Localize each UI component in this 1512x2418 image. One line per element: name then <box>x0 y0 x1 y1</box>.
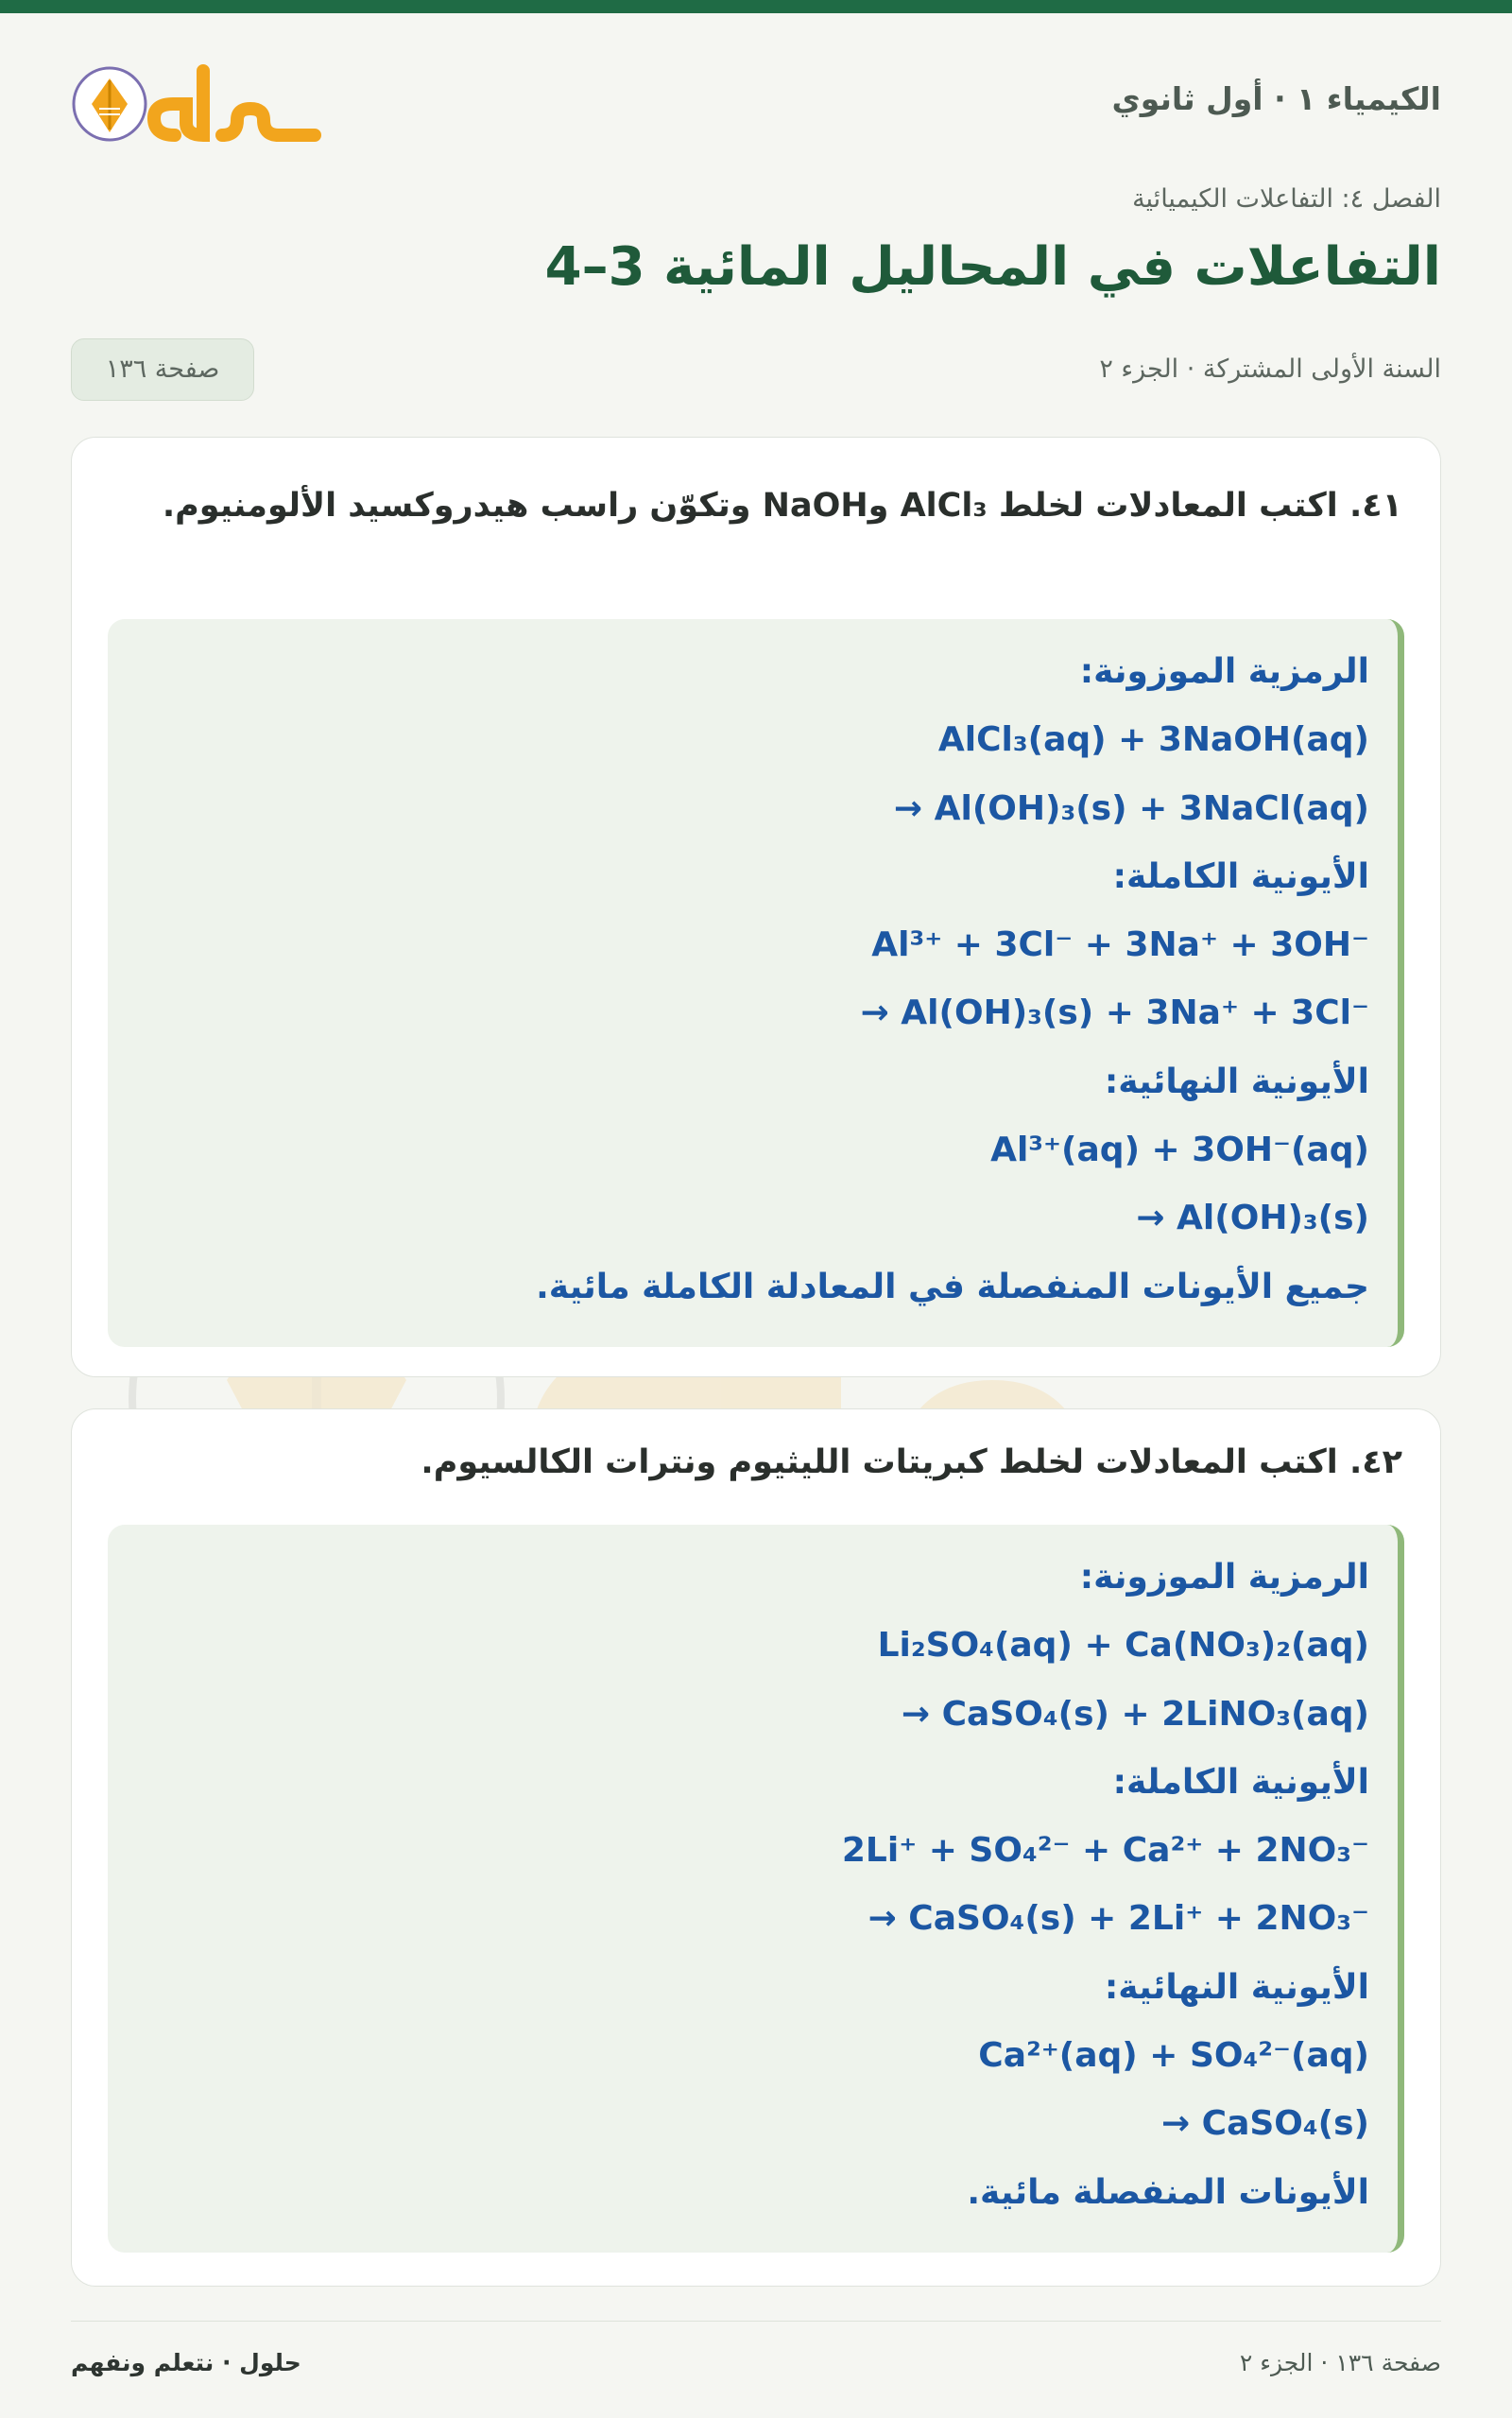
net-ionic-label: الأيونية النهائية: <box>1104 1967 1369 2007</box>
equation-line: Li₂SO₄(aq) + Ca(NO₃)₂(aq) <box>877 1626 1369 1666</box>
equation-line: Al³⁺(aq) + 3OH⁻(aq) <box>990 1131 1369 1170</box>
equation-line: 2Li⁺ + SO₄²⁻ + Ca²⁺ + 2NO₃⁻ <box>841 1831 1369 1871</box>
equation-line: → CaSO₄(s) <box>1160 2104 1369 2144</box>
equation-line: → CaSO₄(s) + 2LiNO₃(aq) <box>901 1694 1369 1734</box>
footer-brand: حلول · نتعلم ونفهم <box>71 2349 301 2376</box>
brand-logo[interactable] <box>71 52 335 156</box>
equation-line: Ca²⁺(aq) + SO₄²⁻(aq) <box>978 2036 1369 2076</box>
question-card <box>71 437 1441 1377</box>
complete-ionic-label: الأيونية الكاملة: <box>1112 856 1369 896</box>
chapter-label: الفصل ٤: التفاعلات الكيميائية <box>1132 184 1441 214</box>
page-number-badge: صفحة ١٣٦ <box>71 338 254 401</box>
question-text: ٤١. اكتب المعادلات لخلط AlCl₃ وNaOH وتكوّن راسب هيدروكسيد الألومنيوم. <box>162 487 1402 525</box>
balanced-label: الرمزية الموزونة: <box>1079 652 1369 691</box>
equation-line: → Al(OH)₃(s) <box>1136 1199 1369 1238</box>
question-text: ٤٢. اكتب المعادلات لخلط كبريتات الليثيوم ونترات الكالسيوم. <box>421 1443 1402 1481</box>
equation-line: → Al(OH)₃(s) + 3Na⁺ + 3Cl⁻ <box>860 993 1369 1033</box>
equation-line: Al³⁺ + 3Cl⁻ + 3Na⁺ + 3OH⁻ <box>871 925 1369 965</box>
question-card <box>71 1408 1441 2287</box>
answer-box <box>108 619 1404 1347</box>
page-header <box>71 52 1441 156</box>
balanced-label: الرمزية الموزونة: <box>1079 1558 1369 1597</box>
net-ionic-label: الأيونية النهائية: <box>1104 1062 1369 1101</box>
answer-box <box>108 1525 1404 2253</box>
top-accent-bar <box>0 0 1512 13</box>
book-meta: السنة الأولى المشتركة · الجزء ٢ <box>1099 354 1441 384</box>
equation-line: → Al(OH)₃(s) + 3NaCl(aq) <box>893 788 1369 828</box>
page-title: التفاعلات في المحاليل المائية 3–4 <box>544 236 1441 298</box>
answer-note: الأيونات المنفصلة مائية. <box>967 2172 1369 2212</box>
footer-divider <box>71 2321 1441 2322</box>
equation-line: AlCl₃(aq) + 3NaOH(aq) <box>937 720 1369 760</box>
footer-page-info: صفحة ١٣٦ · الجزء ٢ <box>1239 2349 1441 2376</box>
subject-title: الكيمياء ١ · أول ثانوي <box>1111 80 1441 117</box>
answer-note: جميع الأيونات المنفصلة في المعادلة الكاملة مائية. <box>536 1267 1369 1306</box>
equation-line: → CaSO₄(s) + 2Li⁺ + 2NO₃⁻ <box>868 1899 1369 1939</box>
complete-ionic-label: الأيونية الكاملة: <box>1112 1762 1369 1802</box>
